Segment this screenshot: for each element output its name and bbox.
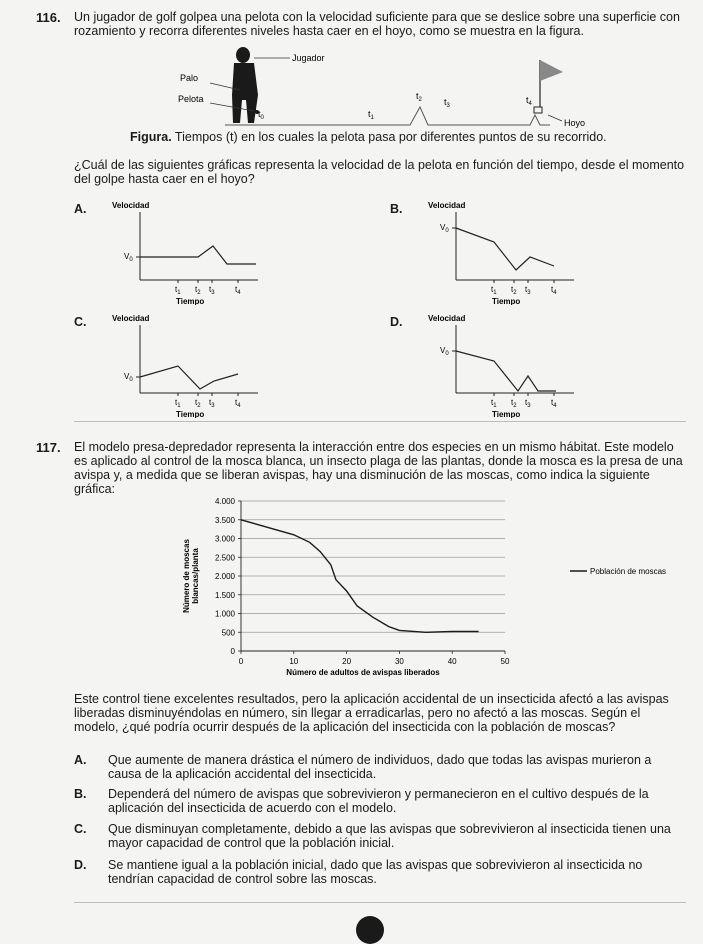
option-text[interactable]: Se mantiene igual a la población inicial, dado que las avispas que sobrevivieron al insecticida no tendrían capacidad de control sobre las moscas. (108, 858, 643, 886)
label-jugador: Jugador (292, 53, 325, 63)
y-axis-label: Velocidad (428, 314, 466, 323)
y-axis-label: Velocidad (428, 201, 466, 210)
time-tick-label: $t_4$ (235, 285, 241, 296)
y-tick-label: 4.000 (214, 497, 235, 506)
y-tick-label: 1.000 (214, 609, 235, 619)
question-117-text: El modelo presa-depredador representa la interacción entre dos especies en un mismo hábitat. Este modelo es aplicado al control de la mosca blanca, un insecto plaga de las plantas, donde la mosca es la presa de una avispa y, a medida que se liberan avispas, hay una disminución de las moscas, como indica la siguiente gráfica: (74, 440, 683, 496)
question-117-followup: Este control tiene excelentes resultados, pero la aplicación accidental de un insecticida afectó a las avispas liberadas disminuyéndolas en número, sin llegar a erradicarlas, pero no afectó a las moscas. Según el modelo, ¿qué podría ocurrir después de la aplicación del insecticida con la población de moscas? (74, 692, 669, 734)
question-116-prompt: ¿Cuál de las siguientes gráficas representa la velocidad de la pelota en función del tiempo, desde el momento del golpe hasta caer en el hoyo? (74, 158, 685, 186)
option-text[interactable]: Dependerá del número de avispas que sobrevivieron y permanecieron en el cultivo después de la aplicación del insecticida de acuerdo con el modelo. (108, 787, 649, 815)
y-tick-label: 500 (221, 628, 235, 638)
velocity-curve (140, 246, 256, 264)
velocity-graph (110, 313, 270, 418)
graph-option-letter: A. (74, 202, 87, 216)
label-t1: $t_1$ (368, 109, 374, 121)
time-tick-label: $t_3$ (209, 285, 215, 296)
figure-caption: Figura. Tiempos (t) en los cuales la pelota pasa por diferentes puntos de su recorrido. (130, 130, 607, 144)
divider (74, 421, 686, 422)
y-tick-label: 2.000 (214, 572, 235, 581)
time-tick-label: $t_3$ (209, 398, 215, 409)
x-tick-label: 30 (394, 657, 404, 666)
y-tick-label: 2.500 (214, 553, 235, 563)
x-tick-label: 0 (238, 657, 244, 666)
velocity-graph (426, 200, 586, 305)
label-t4: $t_4$ (526, 95, 532, 107)
graph-option-letter: B. (390, 202, 403, 216)
velocity-curve (456, 351, 556, 391)
label-hoyo: Hoyo (564, 118, 586, 128)
flag (540, 60, 563, 81)
velocity-graph (426, 313, 586, 418)
x-axis-label: Tiempo (176, 410, 205, 418)
x-tick-label: 20 (342, 657, 352, 666)
golfer-silhouette (232, 47, 258, 123)
label-t3: $t_3$ (444, 97, 450, 109)
option-letter[interactable]: D. (74, 858, 87, 872)
option-letter[interactable]: C. (74, 822, 87, 836)
time-tick-label: $t_3$ (525, 398, 531, 409)
y-axis-label: Velocidad (112, 314, 150, 323)
time-tick-label: $t_1$ (175, 398, 181, 409)
y-axis-label: Velocidad (112, 201, 150, 210)
x-tick-label: 40 (447, 657, 457, 666)
time-tick-label: $t_2$ (511, 285, 517, 296)
golf-figure (170, 45, 600, 135)
option-text[interactable]: Que aumente de manera drástica el número de individuos, dado que todas las avispas murieron a causa de la aplicación accidental del insecticida. (108, 753, 652, 781)
question-116-text: Un jugador de golf golpea una pelota con la velocidad suficiente para que se deslice sobre una superficie con rozamiento y recorra diferentes niveles hasta caer en el hoyo, como se muestra en la figura. (74, 10, 680, 38)
time-tick-label: $t_4$ (551, 285, 557, 296)
label-t2: $t_2$ (416, 91, 422, 103)
x-axis-label: Tiempo (176, 297, 205, 305)
question-number-116: 116. (36, 10, 61, 25)
time-tick-label: $t_4$ (235, 398, 241, 409)
time-tick-label: $t_2$ (511, 398, 517, 409)
y-tick-label: 3.000 (214, 534, 235, 544)
time-tick-label: $t_1$ (491, 285, 497, 296)
label-t0: $t_0$ (258, 109, 264, 121)
ground-line (225, 107, 550, 125)
label-pelota: Pelota (178, 94, 204, 104)
v0-label: $V_0$ (440, 346, 449, 357)
y-tick-label: 1.500 (214, 590, 235, 600)
time-tick-label: $t_4$ (551, 398, 557, 409)
time-tick-label: $t_2$ (195, 398, 201, 409)
question-number-117: 117. (36, 440, 61, 455)
time-tick-label: $t_2$ (195, 285, 201, 296)
page-number-badge (356, 916, 384, 944)
y-axis-title: Número de moscasblancas/planta (182, 539, 200, 613)
time-tick-label: $t_1$ (175, 285, 181, 296)
divider-bottom (74, 902, 686, 903)
v0-label: $V_0$ (440, 223, 449, 234)
y-tick-label: 3.500 (214, 515, 235, 525)
time-tick-label: $t_1$ (491, 398, 497, 409)
x-axis-title: Número de adultos de avispas liberados (286, 668, 440, 677)
velocity-graph (110, 200, 270, 305)
option-text[interactable]: Que disminuyan completamente, debido a que las avispas que sobrevivieron al insecticida tienen una mayor capacidad de control que la población inicial. (108, 822, 671, 850)
v0-label: $V_0$ (124, 252, 133, 263)
time-tick-label: $t_3$ (525, 285, 531, 296)
fly-population-chart (175, 493, 675, 681)
legend-label: Población de moscas (590, 567, 667, 576)
v0-label: $V_0$ (124, 372, 133, 383)
option-letter[interactable]: A. (74, 753, 87, 767)
velocity-curve (140, 366, 238, 389)
hole (534, 107, 542, 113)
x-tick-label: 10 (289, 657, 299, 666)
label-palo: Palo (180, 73, 199, 83)
velocity-curve (456, 228, 554, 270)
x-tick-label: 50 (500, 657, 510, 666)
graph-option-letter: C. (74, 315, 87, 329)
x-axis-label: Tiempo (492, 410, 521, 418)
option-letter[interactable]: B. (74, 787, 87, 801)
x-axis-label: Tiempo (492, 297, 521, 305)
graph-option-letter: D. (390, 315, 403, 329)
y-tick-label: 0 (230, 647, 235, 656)
